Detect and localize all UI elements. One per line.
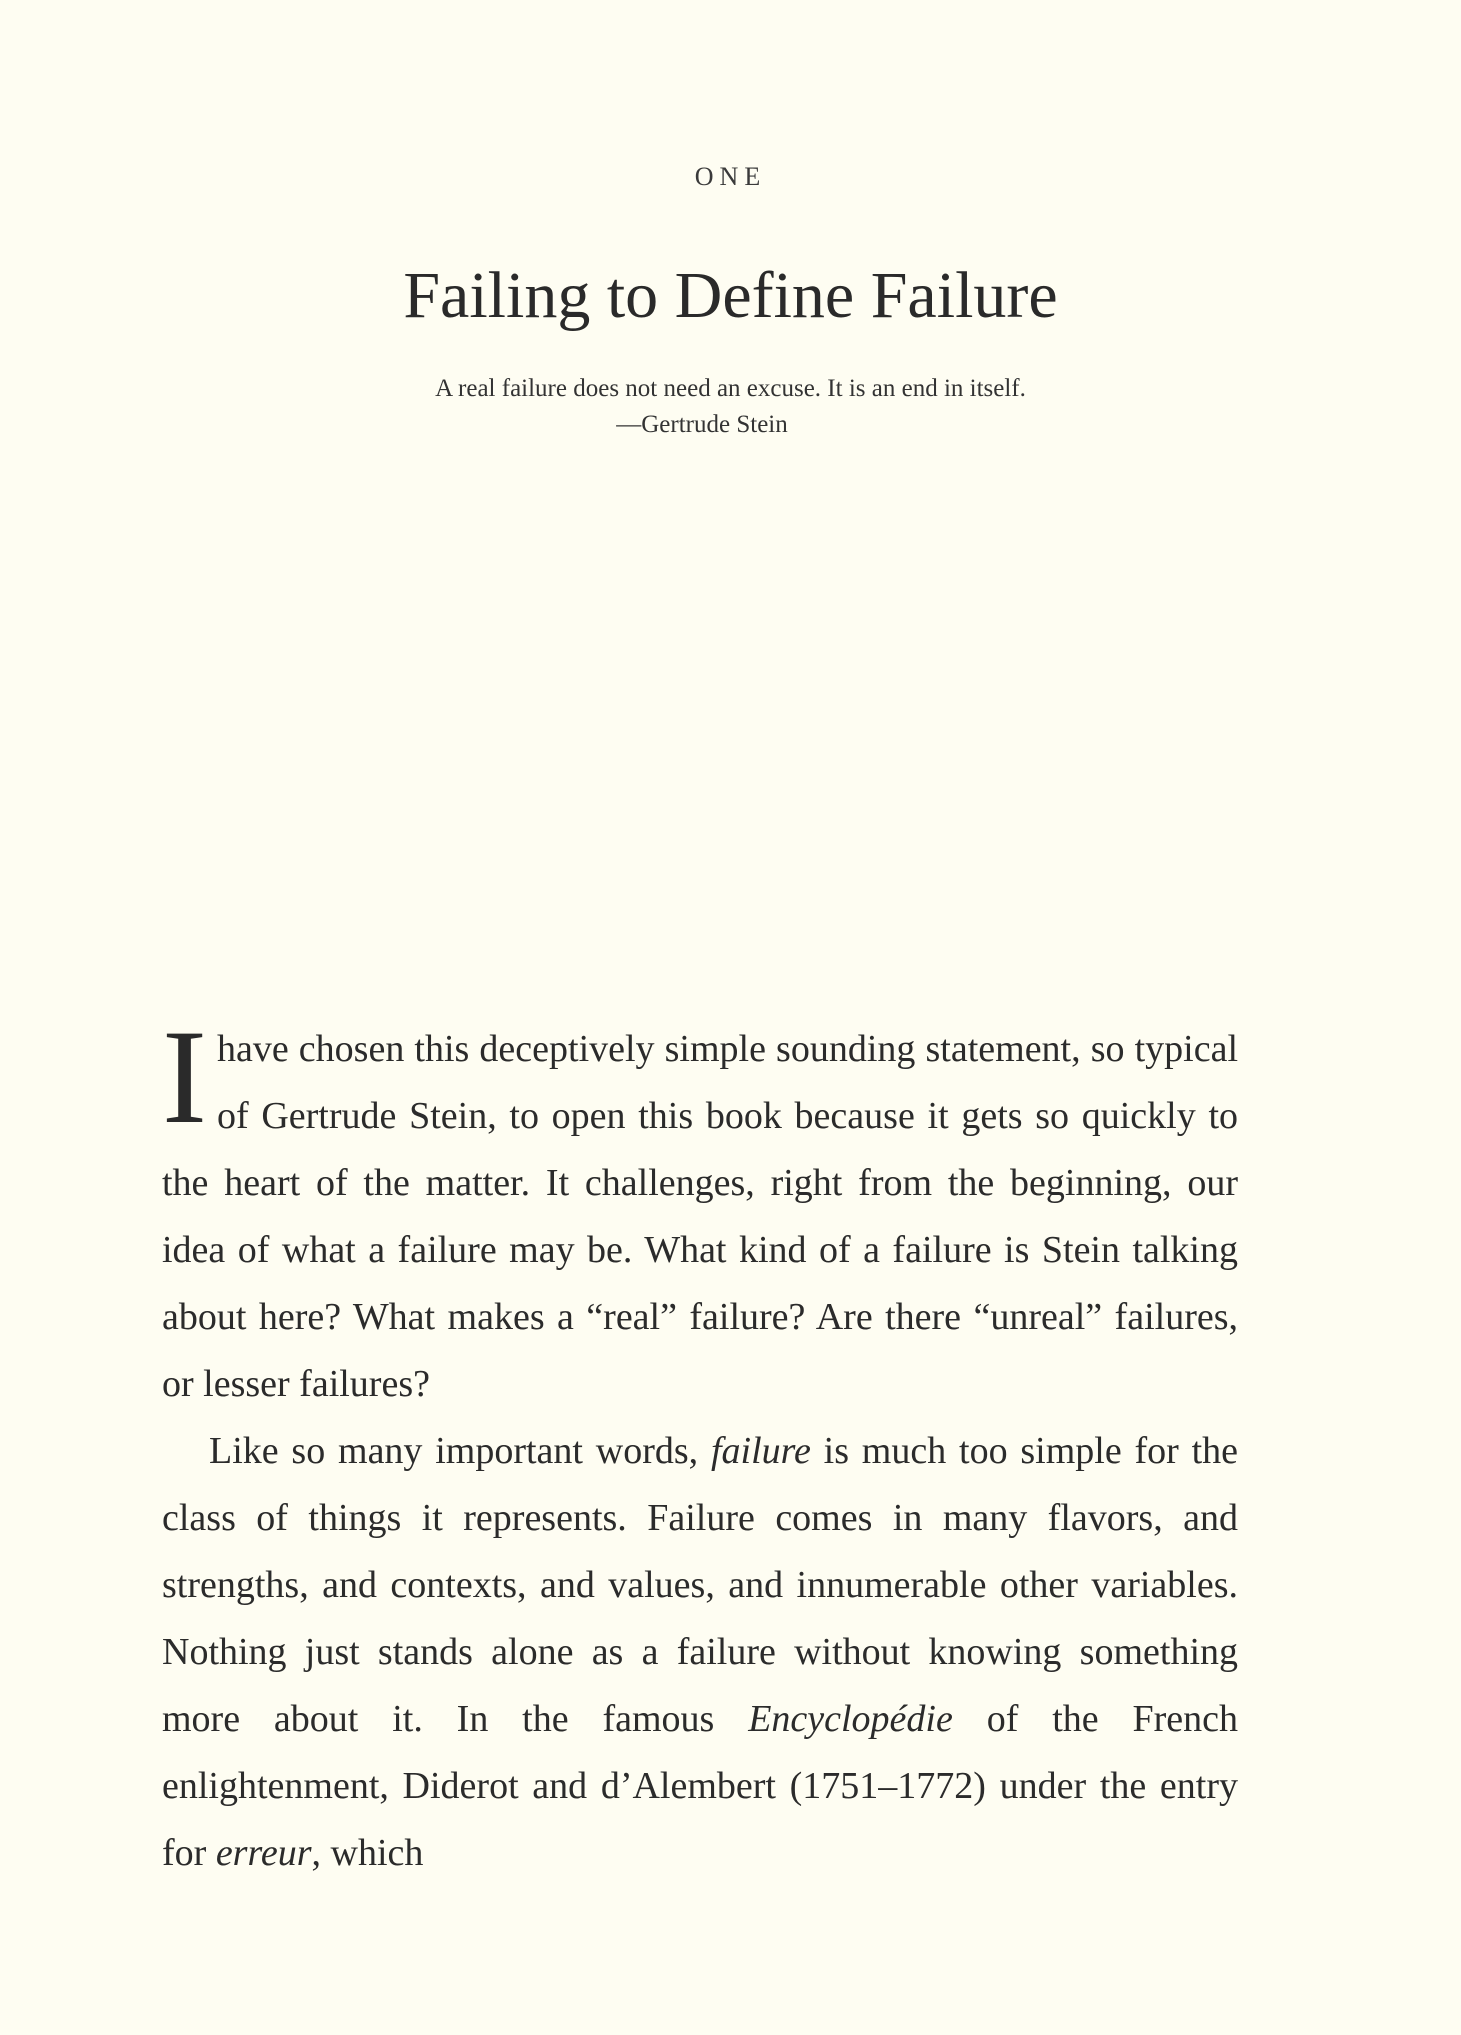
epigraph-quote: A real failure does not need an excuse. It is an end in itself. (435, 375, 1026, 402)
paragraph-2-part-5: of the French enlightenment, Diderot and d’Alembert (1751–1772) under the entry for (162, 1698, 1239, 1874)
paragraph-2-part-1: Like so many important words, (209, 1430, 699, 1472)
paragraph-2-part-7: , which (311, 1832, 424, 1874)
paragraph-2-part-3: is much too simple for the class of things it represents. Failure comes in many flavors, and strengths, and contexts, and values, and innumerable other variables. Nothing just stands alone as a failure without knowing something more about it. In the famous (162, 1430, 1239, 1740)
italic-title-encyclopedie: Encyclopédie (748, 1698, 953, 1740)
chapter-number: ONE (694, 162, 767, 191)
paragraph-2 (162, 1418, 1238, 1887)
chapter-title: Failing to Define Failure (403, 259, 1058, 332)
epigraph-attribution: —Gertrude Stein (616, 411, 788, 438)
drop-cap: I (162, 1003, 207, 1152)
italic-term-erreur: erreur (215, 1832, 312, 1874)
paragraph-1-text: have chosen this deceptively simple sounding statement, so typical of Gertrude Stein, to open this book because it gets so quickly to the heart of the matter. It challenges, right from the beginning, our idea of what a failure may be. What kind of a failure is Stein talking about here? What makes a “real” failure? Are there “unreal” failures, or lesser failures? (162, 1028, 1238, 1405)
italic-term-failure: failure (710, 1430, 811, 1472)
body-text (162, 1003, 1239, 1887)
paragraph-1 (162, 1003, 1238, 1418)
